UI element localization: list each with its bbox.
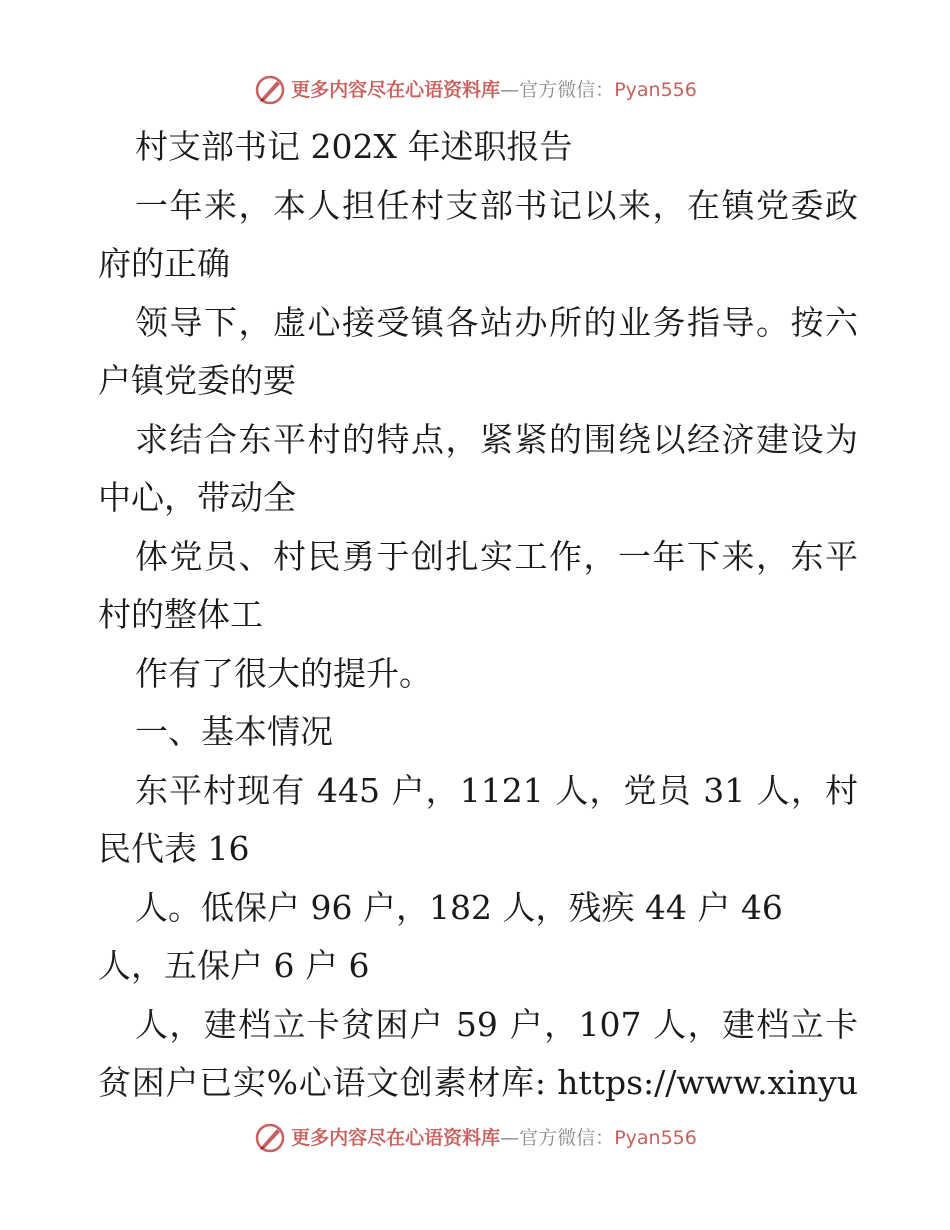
text-line: 村的整体工 xyxy=(98,595,263,634)
text-line: 贫困户已实%心语文创素材库: https://www.xinyu xyxy=(98,1063,858,1102)
text-line: 东平村现有 445 户，1121 人，党员 31 人，村 xyxy=(135,770,858,810)
watermark-wechat-label: 官方微信： xyxy=(519,79,615,101)
document-body xyxy=(98,118,858,1113)
watermark-dash: — xyxy=(500,1127,520,1149)
text-line: 一、基本情况 xyxy=(135,712,333,751)
text-line: 户镇党委的要 xyxy=(98,361,296,400)
text-line: 领导下，虚心接受镇各站办所的业务指导。按六 xyxy=(135,302,858,342)
watermark-main-text: 更多内容尽在心语资料库 xyxy=(291,1127,501,1149)
watermark-wechat-id: Pyan556 xyxy=(614,79,697,101)
watermark-wechat-id: Pyan556 xyxy=(614,1127,697,1149)
footer-watermark xyxy=(0,1118,950,1158)
header-watermark xyxy=(0,70,950,110)
text-line: 体党员、村民勇于创扎实工作，一年下来，东平 xyxy=(135,536,858,576)
text-line: 民代表 16 xyxy=(98,829,250,868)
document-title: 村支部书记 202X 年述职报告 xyxy=(135,127,573,166)
text-line: 求结合东平村的特点，紧紧的围绕以经济建设为 xyxy=(135,419,858,459)
watermark-wechat-label: 官方微信： xyxy=(519,1127,615,1149)
text-line: 一年来，本人担任村支部书记以来，在镇党委政 xyxy=(135,185,858,225)
text-line: 府的正确 xyxy=(98,244,230,283)
pen-quill-logo-icon xyxy=(253,73,287,107)
text-line: 作有了很大的提升。 xyxy=(135,653,432,693)
pen-quill-logo-icon xyxy=(253,1121,287,1155)
watermark-dash: — xyxy=(500,79,520,101)
text-line: 人，五保户 6 户 6 xyxy=(98,946,370,985)
text-line: 人，建档立卡贫困户 59 户，107 人，建档立卡 xyxy=(135,1004,858,1044)
text-line: 中心，带动全 xyxy=(98,478,296,517)
text-line: 人。低保户 96 户，182 人，残疾 44 户 46 xyxy=(135,887,783,927)
watermark-main-text: 更多内容尽在心语资料库 xyxy=(291,79,501,101)
